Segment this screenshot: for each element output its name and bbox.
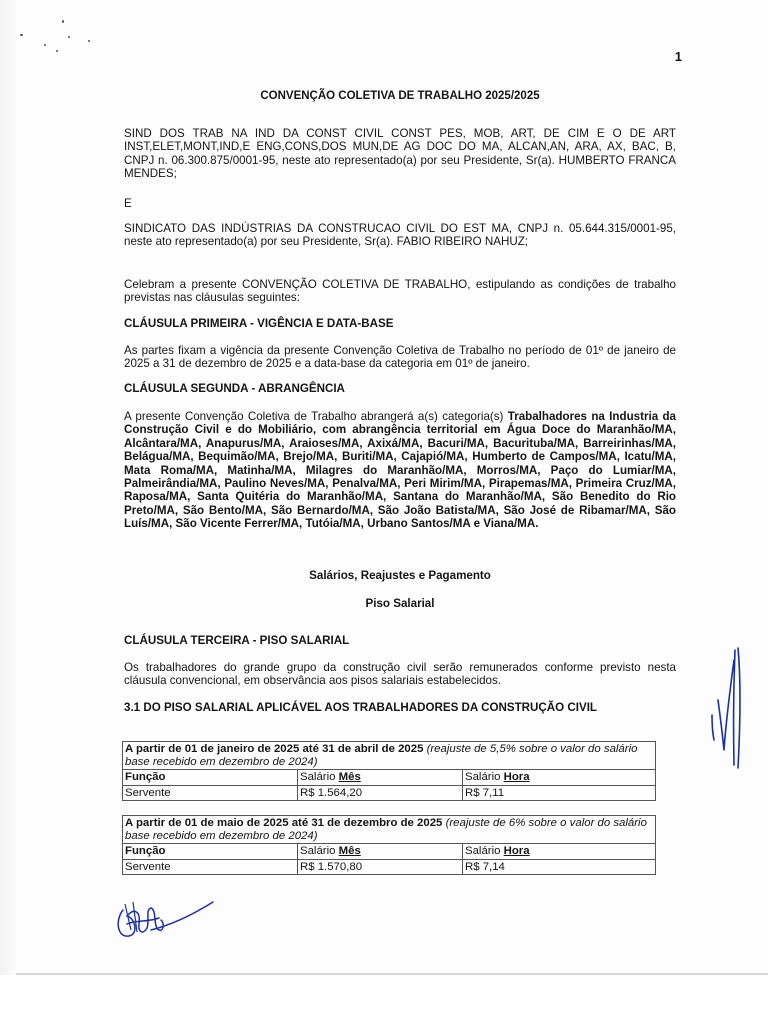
section-heading: Salários, Reajustes e Pagamento (309, 569, 491, 582)
intro-paragraph: Celebram a presente CONVENÇÃO COLETIVA DE TRABALHO, estipulando as condições de trabalho previstas nas cláusulas seguintes: (124, 278, 676, 305)
scan-speck (68, 36, 70, 38)
cell-salario-mes: R$ 1.570,80 (298, 859, 463, 875)
clause-2-text (124, 410, 676, 531)
period-dates: A partir de 01 de maio de 2025 até 31 de dezembro de 2025 (125, 817, 443, 829)
scan-speck (20, 34, 23, 36)
clause-3-title: CLÁUSULA TERCEIRA - PISO SALARIAL (124, 634, 350, 647)
connector-e: E (124, 197, 132, 210)
cell-funcao: Servente (123, 785, 298, 801)
salary-table-2-period (123, 816, 656, 844)
cell-salario-hora: R$ 7,14 (463, 859, 656, 875)
header-funcao: Função (123, 770, 298, 786)
scan-speck (56, 50, 58, 52)
header-salario-mes: Salário Mês (298, 770, 463, 786)
clause-1-title: CLÁUSULA PRIMEIRA - VIGÊNCIA E DATA-BASE (124, 317, 394, 330)
scan-speck (88, 40, 90, 42)
cell-salario-mes: R$ 1.564,20 (298, 785, 463, 801)
table-header-row (123, 844, 656, 860)
salary-table-1 (122, 741, 656, 801)
document-title: CONVENÇÃO COLETIVA DE TRABALHO 2025/2025 (260, 90, 540, 102)
scan-speck (62, 20, 64, 23)
clause-2-title: CLÁUSULA SEGUNDA - ABRANGÊNCIA (124, 382, 345, 395)
page-number: 1 (674, 49, 682, 64)
subsection-heading: Piso Salarial (365, 597, 435, 610)
clause-3-text: Os trabalhadores do grande grupo da construção civil serão remunerados conforme previsto nesta cláusula convencional, em observância aos pisos salariais estabelecidos. (124, 661, 676, 688)
bottom-signature (105, 880, 225, 950)
scan-left-edge (0, 0, 16, 975)
period-adjustment-note: (reajuste de 6% sobre o valor do salário base recebido em dezembro de 2024) (125, 817, 647, 842)
cell-salario-hora: R$ 7,11 (463, 785, 656, 801)
party-1-paragraph: SIND DOS TRAB NA IND DA CONST CIVIL CONST PES, MOB, ART, DE CIM E O DE ART INST,ELET,MONT,IND,E ENG,CONS,DOS MUN,DE AG DOC DO MA, ALCAN,AN, ARA, AX, BAC, B, CNPJ n. 06.300.875/0001-95, neste ato representado(a) por seu Presidente, Sr(a). HUMBERTO FRANCA MENDES; (124, 127, 676, 181)
margin-initials-signature (700, 640, 750, 780)
salary-table-2 (122, 815, 656, 875)
scan-speck (44, 44, 46, 46)
clause-2-text-lead: A presente Convenção Coletiva de Trabalho abrangerá a(s) categoria(s) (124, 410, 508, 423)
salary-table-1-period (123, 742, 656, 770)
clause-2-text-bold: Trabalhadores na Industria da Construção Civil e do Mobiliário, com abrangência territorial em Água Doce do Maranhão/MA, Alcântara/MA, Anapurus/MA, Araioses/MA, Axixá/MA, Bacuri/MA, Bacurituba/MA, Barreirinhas/MA, Belágua/MA, Bequimão/MA, Brejo/MA, Buriti/MA, Cajapió/MA, Humberto de Campos/MA, Icatu/MA, Mata Roma/MA, Matinha/MA, Milagres do Maranhão/MA, Morros/MA, Paço do Lumiar/MA, Palmeirândia/MA, Paulino Neves/MA, Penalva/MA, Peri Mirim/MA, Pirapemas/MA, Primeira Cruz/MA, Raposa/MA, Santa Quitéria do Maranhão/MA, Santana do Maranhão/MA, São Benedito do Rio Preto/MA, São Bento/MA, São Bernardo/MA, São João Batista/MA, São José de Ribamar/MA, São Luís/MA, São Vicente Ferrer/MA, Tutóia/MA, Urbano Santos/MA e Viana/MA. (124, 410, 676, 531)
header-salario-hora: Salário Hora (463, 844, 656, 860)
header-salario-mes: Salário Mês (298, 844, 463, 860)
table-header-row (123, 770, 656, 786)
clause-1-text: As partes fixam a vigência da presente Convenção Coletiva de Trabalho no período de 01º de janeiro de 2025 a 31 de dezembro de 2025 e a data-base da categoria em 01º de janeiro. (124, 344, 676, 371)
period-adjustment-note: (reajuste de 5,5% sobre o valor do salário base recebido em dezembro de 2024) (125, 743, 638, 768)
scan-bottom-margin (0, 975, 768, 1024)
header-salario-hora: Salário Hora (463, 770, 656, 786)
table-row (123, 859, 656, 875)
cell-funcao: Servente (123, 859, 298, 875)
table-row (123, 785, 656, 801)
period-dates: A partir de 01 de janeiro de 2025 até 31 de abril de 2025 (125, 743, 424, 755)
clause-3-item-title: 3.1 DO PISO SALARIAL APLICÁVEL AOS TRABALHADORES DA CONSTRUÇÃO CIVIL (124, 701, 598, 714)
party-2-paragraph: SINDICATO DAS INDÚSTRIAS DA CONSTRUCAO CIVIL DO EST MA, CNPJ n. 05.644.315/0001-95, neste ato representado(a) por seu Presidente, Sr(a). FABIO RIBEIRO NAHUZ; (124, 222, 676, 249)
header-funcao: Função (123, 844, 298, 860)
